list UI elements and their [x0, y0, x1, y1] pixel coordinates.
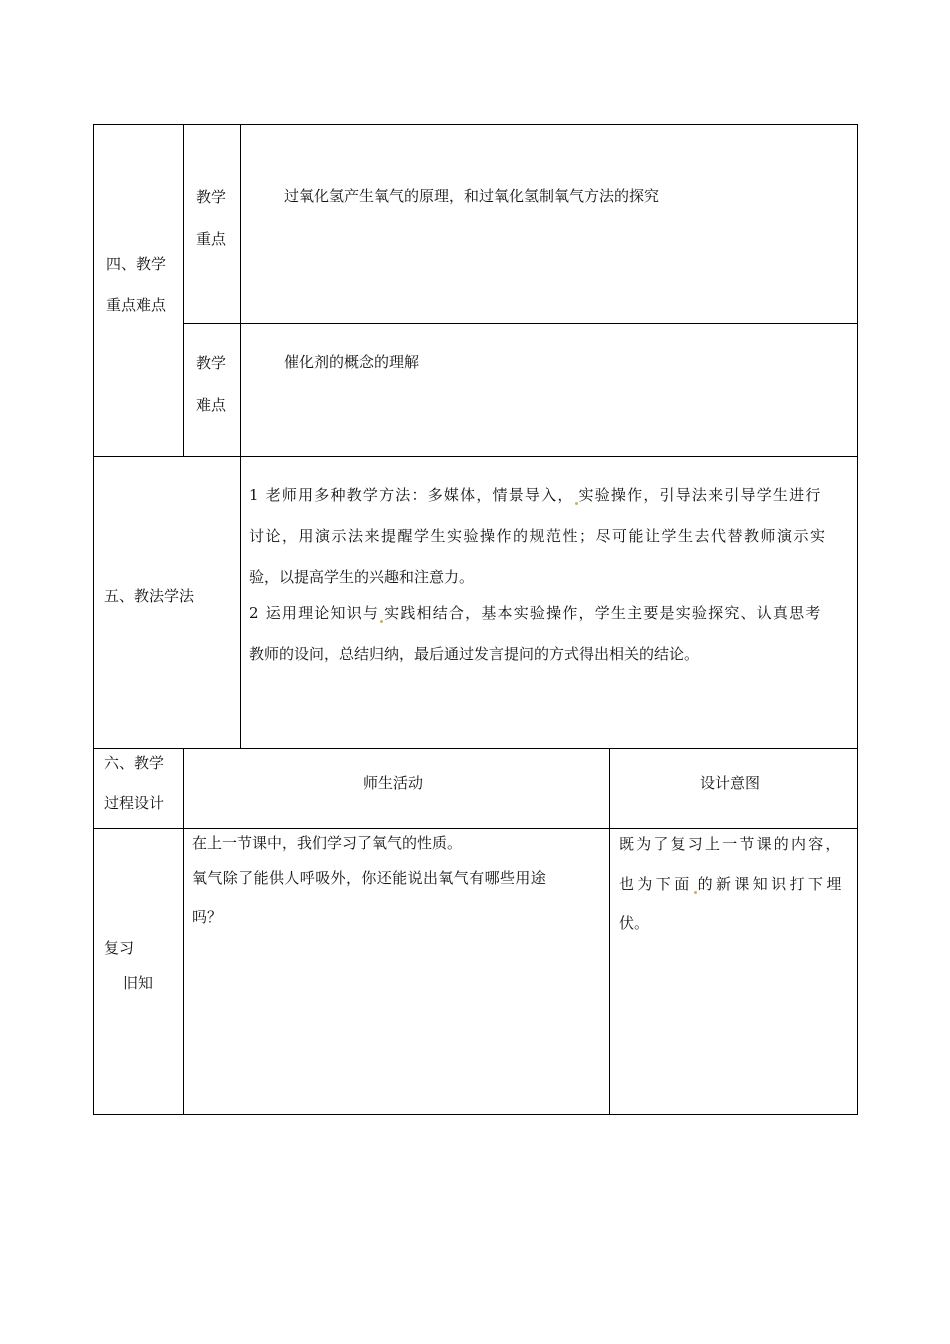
divider: [183, 323, 858, 324]
divider: [93, 456, 858, 457]
key-point-label-line1: 教学: [196, 188, 227, 206]
table-border-left: [93, 124, 94, 1115]
method-para1-line1-b: 实验操作，引导法来引导学生进行: [578, 486, 822, 504]
intent-line2-a: 也为下面: [619, 875, 693, 893]
method-para1-line1-a: 1 老师用多种教学方法：多媒体，情景导入，: [249, 486, 574, 504]
review-label-line1: 复习: [104, 939, 135, 957]
table-border-top: [93, 124, 858, 125]
table-border-bottom: [93, 1114, 858, 1115]
section6-label-line2: 过程设计: [104, 794, 165, 812]
review-label-line2: 旧知: [123, 974, 154, 992]
divider: [183, 748, 184, 1115]
method-para2-line2: 教师的设问，总结归纳，最后通过发言提问的方式得出相关的结论。: [249, 645, 700, 663]
difficulty-label-line1: 教学: [196, 354, 227, 372]
divider: [93, 828, 858, 829]
divider: [609, 748, 610, 1115]
activity-line2: 氧气除了能供人呼吸外，你还能说出氧气有哪些用途: [192, 869, 547, 887]
intent-line3: 伏。: [619, 914, 650, 932]
section6-label-line1: 六、教学: [104, 754, 165, 772]
method-para1-line3: 验，以提高学生的兴趣和注意力。: [249, 568, 475, 586]
column-header-activity: 师生活动: [363, 774, 424, 792]
divider: [183, 124, 184, 456]
section5-label: 五、教法学法: [104, 587, 195, 605]
divider: [93, 748, 858, 749]
difficulty-content: 催化剂的概念的理解: [284, 353, 420, 371]
section4-label-line1: 四、教学: [106, 255, 167, 273]
mark-dot-icon: [380, 620, 383, 623]
activity-line3: 吗？: [192, 908, 223, 926]
intent-line2-b: 的新课知识打下埋: [697, 875, 845, 893]
key-point-label-line2: 重点: [196, 230, 227, 248]
activity-line1: 在上一节课中，我们学习了氧气的性质。: [192, 834, 463, 852]
table-border-right: [857, 124, 858, 1115]
column-header-intent: 设计意图: [700, 774, 761, 792]
intent-line2: [619, 874, 845, 894]
key-point-content: 过氧化氢产生氧气的原理，和过氧化氢制氧气方法的探究: [284, 187, 660, 205]
difficulty-label-line2: 难点: [196, 396, 227, 414]
divider: [240, 456, 241, 748]
divider: [240, 124, 241, 456]
mark-dot-icon: [694, 891, 697, 894]
method-para1-line1: [249, 485, 822, 505]
intent-line1: 既为了复习上一节课的内容，: [619, 835, 843, 853]
section4-label-line2: 重点难点: [106, 296, 167, 314]
method-para1-line2: 讨论，用演示法来提醒学生实验操作的规范性；尽可能让学生去代替教师演示实: [249, 527, 827, 545]
method-para2-line1-a: 2 运用理论知识与: [249, 604, 380, 622]
mark-dot-icon: [575, 502, 578, 505]
method-para2-line1: [249, 603, 822, 623]
method-para2-line1-b: 实践相结合，基本实验操作，学生主要是实验探究、认真思考: [384, 604, 822, 622]
